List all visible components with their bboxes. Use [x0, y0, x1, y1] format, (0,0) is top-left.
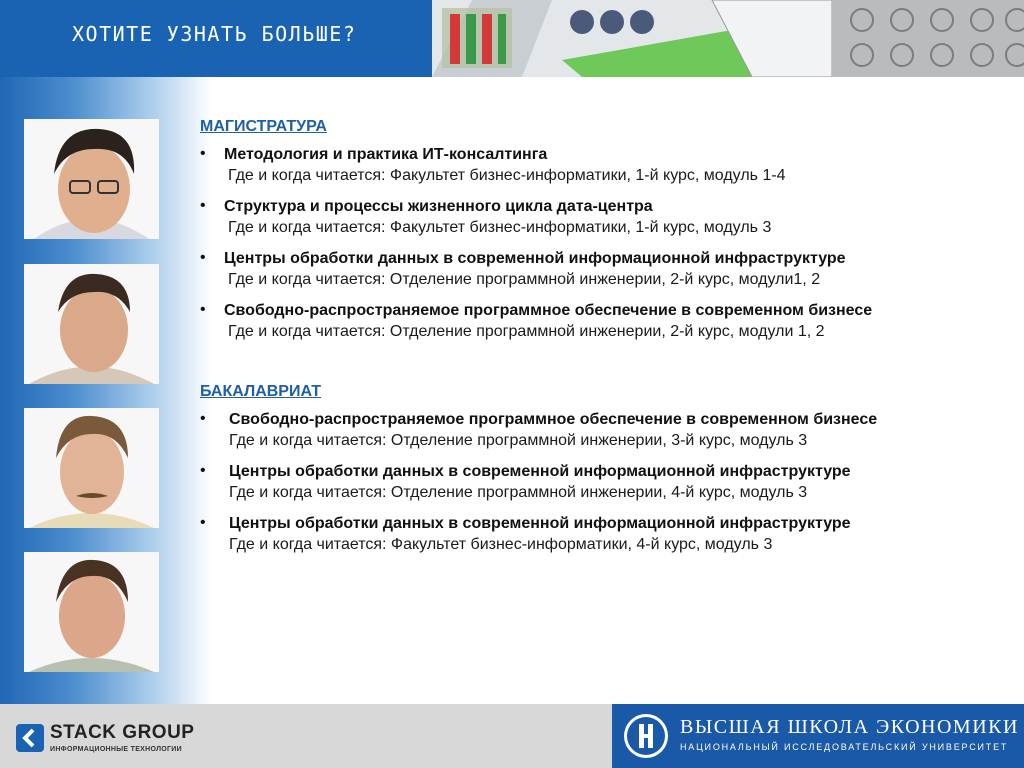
course-where: Где и когда читается: Факультет бизнес-информатики, 1-й курс, модуль 1-4: [228, 167, 786, 184]
course-item: [200, 197, 1010, 239]
bullet: •: [200, 249, 206, 266]
hse-logo-block[interactable]: [612, 704, 1024, 768]
portrait-4: [24, 552, 159, 672]
course-item: [200, 410, 1010, 452]
course-item: [200, 249, 1010, 291]
course-item: [200, 301, 1010, 343]
course-title: Свободно-распространяемое программное обеспечение в современном бизнесе: [229, 411, 878, 428]
course-where: Где и когда читается: Отделение программной инженерии, 2-й курс, модули1, 2: [228, 271, 821, 288]
hse-subtitle: НАЦИОНАЛЬНЫЙ ИССЛЕДОВАТЕЛЬСКИЙ УНИВЕРСИТЕТ: [680, 742, 1009, 752]
hse-emblem-icon: [622, 712, 670, 760]
course-where: Где и когда читается: Факультет бизнес-информатики, 1-й курс, модуль 3: [228, 219, 772, 236]
portrait-3: [24, 408, 159, 528]
section-bachelor: [200, 383, 1010, 556]
section-heading-masters[interactable]: МАГИСТРАТУРА: [200, 118, 327, 135]
course-where: Где и когда читается: Отделение программной инженерии, 4-й курс, модуль 3: [229, 484, 808, 501]
bullet: •: [200, 462, 206, 479]
header-banner: [0, 0, 432, 77]
datacenter-drawing: [432, 0, 1024, 77]
page-title: ХОТИТЕ УЗНАТЬ БОЛЬШЕ?: [72, 22, 357, 46]
bullet: •: [200, 301, 206, 318]
course-item: [200, 145, 1010, 187]
section-heading-bachelor[interactable]: БАКАЛАВРИАТ: [200, 383, 321, 400]
bullet: •: [200, 514, 206, 531]
course-where: Где и когда читается: Отделение программной инженерии, 3-й курс, модуль 3: [229, 432, 808, 449]
course-title: Центры обработки данных в современной информационной инфраструктуре: [229, 515, 851, 532]
course-where: Где и когда читается: Факультет бизнес-информатики, 4-й курс, модуль 3: [229, 536, 773, 553]
course-where: Где и когда читается: Отделение программной инженерии, 2-й курс, модули 1, 2: [228, 323, 825, 340]
course-item: [200, 462, 1010, 504]
course-title: Центры обработки данных в современной информационной инфраструктуре: [229, 463, 851, 480]
stack-chevron-icon: [16, 724, 44, 752]
datacenter-illustration: [432, 0, 1024, 77]
bullet: •: [200, 145, 206, 162]
course-title: Структура и процессы жизненного цикла дата-центра: [224, 198, 653, 215]
bullet: •: [200, 197, 206, 214]
course-title: Свободно-распространяемое программное обеспечение в современном бизнесе: [224, 302, 873, 319]
stack-group-name: STACK GROUP: [50, 722, 195, 743]
stack-group-logo[interactable]: [16, 722, 216, 758]
portrait-2: [24, 264, 159, 384]
portrait-1: [24, 119, 159, 239]
course-item: [200, 514, 1010, 556]
course-title: Методология и практика ИТ-консалтинга: [224, 146, 548, 163]
course-list: [200, 118, 1010, 566]
stack-group-subtitle: ИНФОРМАЦИОННЫЕ ТЕХНОЛОГИИ: [50, 746, 182, 753]
bullet: •: [200, 410, 206, 427]
section-masters: [200, 118, 1010, 343]
course-title: Центры обработки данных в современной информационной инфраструктуре: [224, 250, 846, 267]
hse-name: ВЫСШАЯ ШКОЛА ЭКОНОМИКИ: [680, 716, 1019, 738]
